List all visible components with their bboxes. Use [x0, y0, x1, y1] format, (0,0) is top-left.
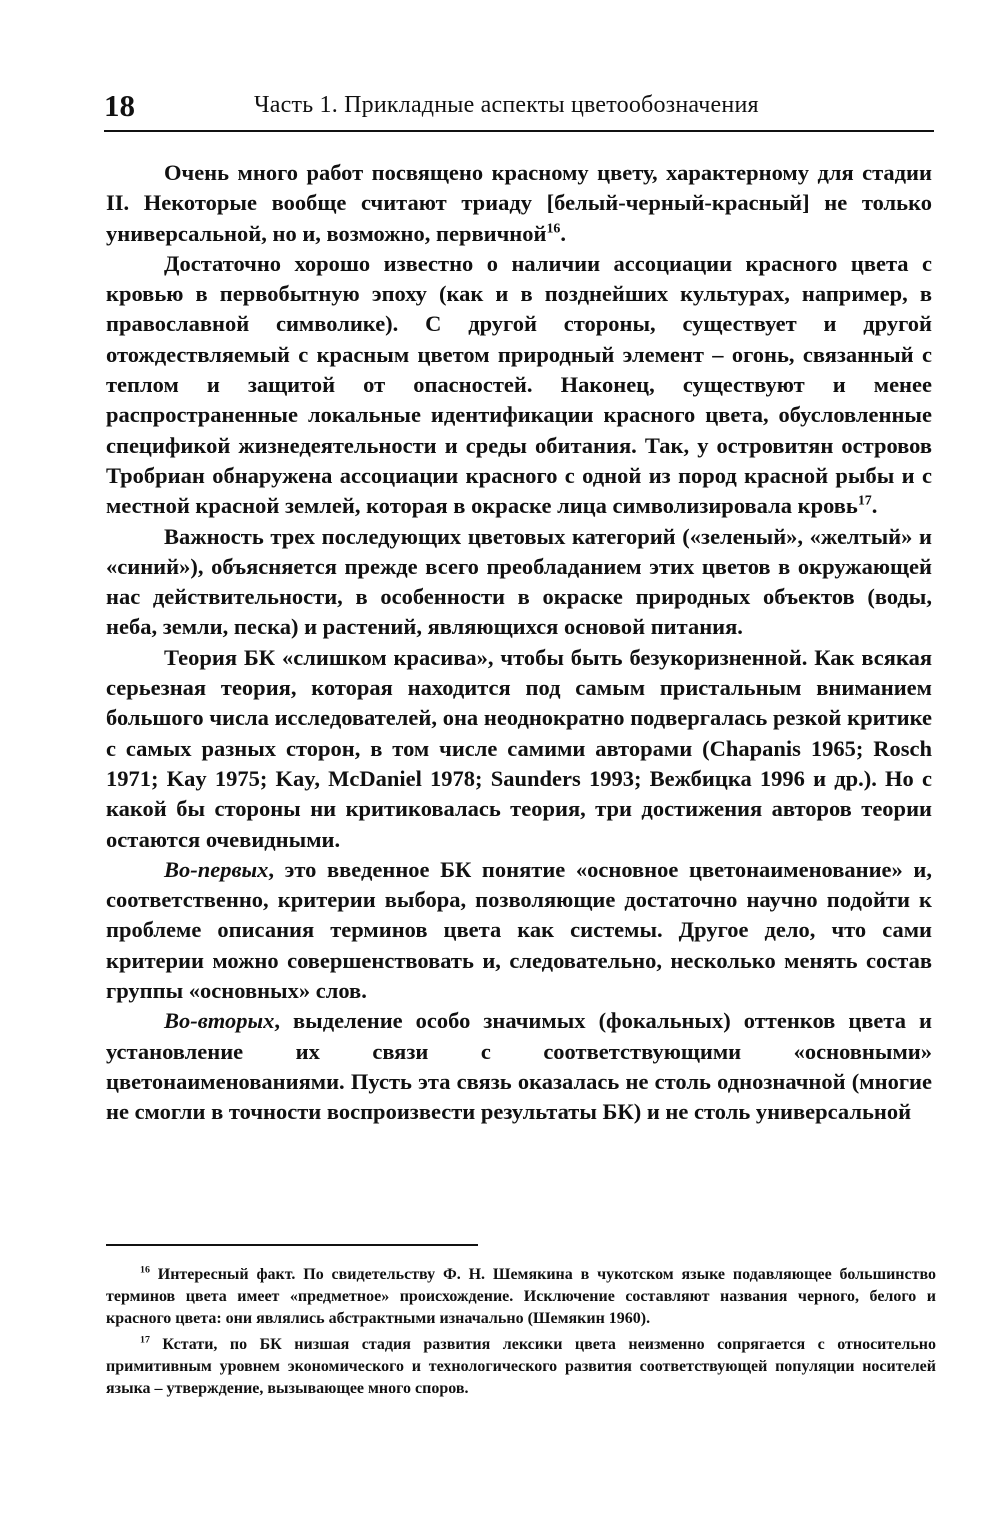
footnote-ref-16: 16	[546, 221, 561, 237]
page-header	[104, 80, 934, 132]
paragraph-1: Очень много работ посвящено красному цвету, характерному для стадии II. Некоторые вообще считают триаду [белый-черный-красный] не только универсальной, но и, возможно, первичной$^{16}$.	[106, 160, 932, 246]
footnote-16: $^{16}$ Интересный факт. По свидетельству Ф. Н. Шемякина в чукотском языке подавляющее большинство терминов цвета имеет «предметное» происхождение. Исключение составляют названия черного, белого и красного цвета: они являлись абстрактными изначально (Шемякин 1960).	[106, 1264, 937, 1327]
paragraph-5: Во-первых, это введенное БК понятие «основное цветонаименование» и, соответственно, критерии выбора, позволяющие достаточно научно подойти к проблеме описания терминов цвета как системы. Другое дело, что сами критерии можно совершенствовать и, следовательно, несколько менять состав группы «основных» слов.	[106, 856, 932, 1004]
paragraph-lead-italic: Во-первых	[164, 856, 269, 882]
paragraph-3: Важность трех последующих цветовых категорий («зеленый», «желтый» и «синий»), объясняется прежде всего преобладанием этих цветов в окружающей нас действительности, в особенности в окраске природных объектов (воды, неба, земли, песка) и растений, являющихся основой питания.	[106, 523, 932, 640]
footnote-17: $^{17}$ Кстати, по БК низшая стадия развития лексики цвета неизменно сопрягается с относительно примитивным уровнем экономического и технологического развития соответствующей популяции носителей языка – утверждение, вызывающее много споров.	[106, 1334, 937, 1397]
main-text	[106, 158, 932, 1128]
paragraph-lead-italic: Во-вторых	[164, 1008, 275, 1034]
page-number: 18	[104, 88, 135, 123]
paragraph-4: Теория БК «слишком красива», чтобы быть безукоризненной. Как всякая серьезная теория, которая находится под самым пристальным вниманием большого числа исследователей, она неоднократно подвергалась резкой критике с самых разных сторон, в том числе самими авторами (Chapanis 1965; Rosch 1971; Kay 1975; Kay, McDaniel 1978; Saunders 1993; Вежбицка 1996 и др.). Но с какой бы стороны ни критиковалась теория, три достижения авторов теории остаются очевидными.	[106, 644, 932, 852]
running-title: Часть 1. Прикладные аспекты цветообозначения	[254, 92, 759, 118]
paragraph-6: Во-вторых, выделение особо значимых (фокальных) оттенков цвета и установление их связи с соответствующими «основными» цветонаименованиями. Пусть эта связь оказалась не столь однозначной (многие не смогли в точности воспроизвести результаты БК) и не столь универсальной	[106, 1008, 932, 1125]
footnotes	[106, 1264, 936, 1404]
paragraph-2: Достаточно хорошо известно о наличии ассоциации красного цвета с кровью в первобытную эпоху (как и в позднейших культурах, например, в православной символике). С другой стороны, существует и другой отождествляемый с красным цветом природный элемент – огонь, связанный с теплом и защитой от опасностей. Наконец, существуют и менее распространенные локальные идентификации красного цвета, обусловленные спецификой жизнедеятельности и среды обитания. Так, у островитян островов Тробриан обнаружена ассоциации красного с одной из пород красной рыбы и с местной красной землей, которая в окраске лица символизировала кровь$^{17}$.	[106, 250, 932, 519]
footnote-ref-17: 17	[857, 493, 872, 509]
footnote-number: 17	[140, 1334, 150, 1346]
footnote-number: 16	[140, 1264, 150, 1276]
footnote-divider	[106, 1244, 478, 1246]
